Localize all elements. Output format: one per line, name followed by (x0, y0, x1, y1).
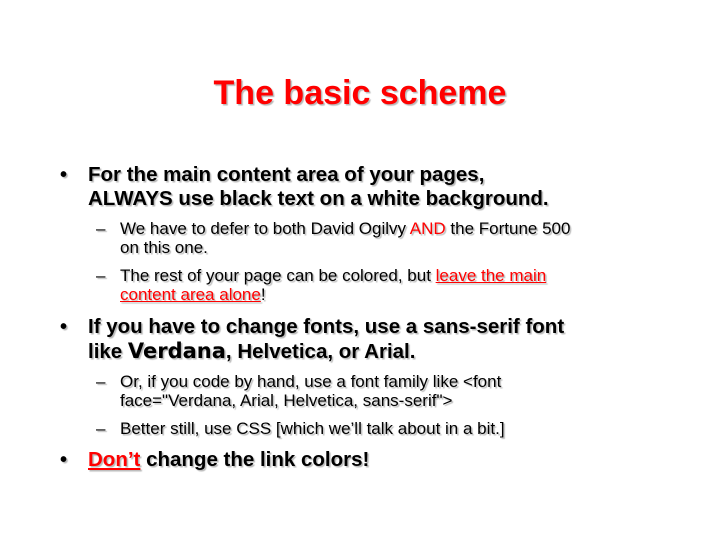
sub-bullet-2-1 (96, 372, 686, 410)
dont-link[interactable]: Don’t (88, 448, 141, 471)
bullet-2-line-1: If you have to change fonts, use a sans-serif font (88, 315, 565, 338)
sub-bullet-2-2-line-1: Better still, use CSS [which we’ll talk about in a bit.] (120, 419, 505, 438)
dash-marker: – (96, 219, 106, 238)
dash-marker: – (96, 266, 106, 285)
bullet-2-line-2: like Verdana, Helvetica, or Arial. (88, 339, 416, 363)
bullet-marker: • (60, 449, 68, 471)
sub-bullet-1-2-line-1: The rest of your page can be colored, but leave the main (120, 266, 547, 285)
bullet-3 (60, 448, 700, 472)
bullet-1-line-1: For the main content area of your pages, (88, 163, 485, 186)
bullet-1-line-2: ALWAYS use black text on a white background. (88, 187, 549, 210)
sub-bullet-2-1-line-2: face="Verdana, Arial, Helvetica, sans-serif"> (120, 391, 453, 410)
sub-bullet-1-1-line-2: on this one. (120, 238, 208, 257)
leave-main-area-link[interactable]: leave the main (435, 266, 547, 285)
sub-bullet-2-2 (96, 419, 686, 438)
bullet-marker: • (60, 164, 68, 186)
bullet-2 (60, 315, 700, 364)
bullet-3-line-1: Don’t change the link colors! (88, 448, 370, 471)
sub-bullet-1-1 (96, 219, 686, 257)
bullet-1 (60, 163, 700, 211)
dash-marker: – (96, 419, 106, 438)
leave-main-area-link-cont[interactable]: content area alone (120, 285, 261, 304)
and-highlight: AND (409, 219, 446, 238)
bullet-marker: • (60, 316, 68, 338)
verdana-sample: Verdana (127, 339, 226, 363)
sub-bullet-1-1-line-1: We have to defer to both David Ogilvy AND the Fortune 500 (120, 219, 571, 238)
dash-marker: – (96, 372, 106, 391)
sub-bullet-1-2 (96, 266, 686, 304)
sub-bullet-1-2-line-2: content area alone! (120, 285, 266, 304)
slide-title: The basic scheme (213, 74, 507, 112)
sub-bullet-2-1-line-1: Or, if you code by hand, use a font family like <font (120, 372, 502, 391)
